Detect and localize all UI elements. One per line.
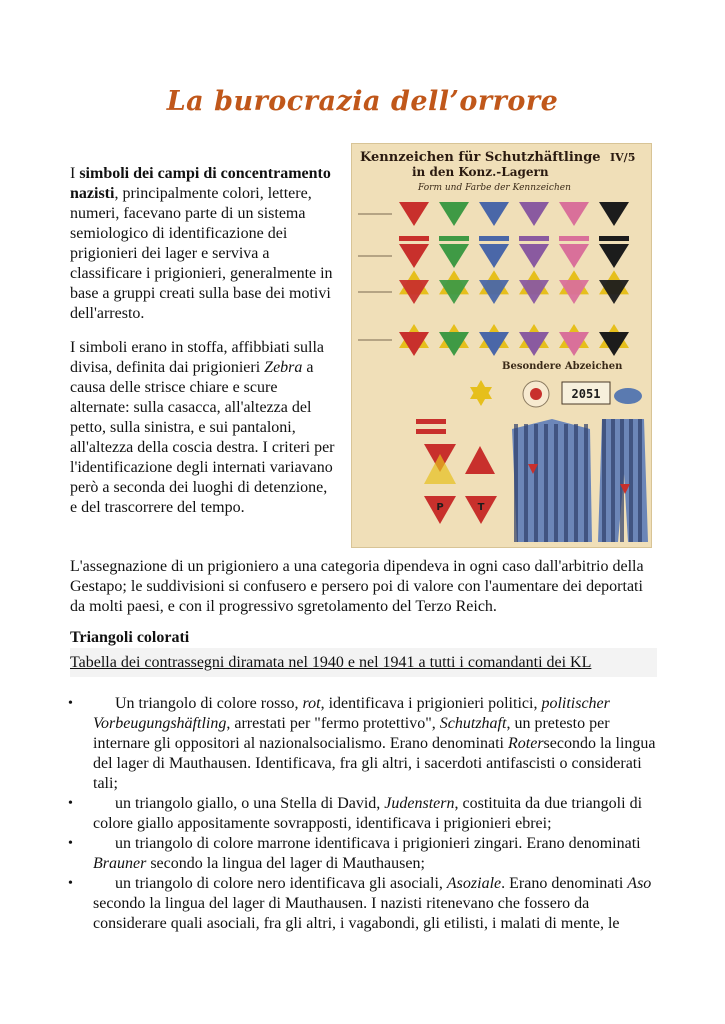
triangle-badge <box>559 202 589 226</box>
triangle-badge <box>479 244 509 268</box>
italic-term: Schutzhaft <box>439 715 507 732</box>
text-span: un triangolo giallo, o una Stella di David, <box>115 795 385 812</box>
bar-mark <box>599 236 629 241</box>
body-paragraph: L'assegnazione di un prigioniero a una categoria dipendeva in ogni caso dall'arbitrio della Gestapo; le suddivisioni si confusero e persero poi di valore con l'aumentare dei deportati da molti paesi, e con il progressivo sgretolamento del Terzo Reich. <box>70 558 644 615</box>
badge-chart-image <box>351 143 652 548</box>
chart-heading-2: in den Konz.-Lagern <box>412 165 549 179</box>
text-span: , identificava i prigionieri politici, <box>320 695 542 712</box>
bullet-dot: • <box>68 876 73 891</box>
text-span: , arrestati per "fermo protettivo", <box>226 715 440 732</box>
armband-badge <box>614 388 642 404</box>
target-badge <box>530 388 542 400</box>
bullet-dot: • <box>68 796 73 811</box>
text-span: Un triangolo di colore rosso, <box>115 695 303 712</box>
list-item <box>70 694 660 794</box>
triangle-badge <box>424 454 456 484</box>
stripe <box>554 424 558 542</box>
triangle-badge <box>599 202 629 226</box>
triangle-badge <box>559 244 589 268</box>
bar-mark <box>399 236 429 241</box>
italic-term: rot <box>302 695 321 712</box>
bullet-dot: • <box>68 696 73 711</box>
intro-paragraph-2 <box>70 338 338 518</box>
triangle-badge <box>399 202 429 226</box>
striped-trousers <box>598 419 648 542</box>
text-span: un triangolo di colore marrone identificava i prigionieri zingari. Erano denominati <box>115 835 641 852</box>
bar-mark <box>416 419 446 424</box>
italic-term: Brauner <box>93 855 147 872</box>
bullet-dot: • <box>68 836 73 851</box>
italic-term: Roter <box>508 735 544 752</box>
bar-mark <box>519 236 549 241</box>
stripe <box>564 424 568 542</box>
stripe <box>584 424 588 542</box>
text-span: , un pretesto per internare gli oppositori al nazionalsocialismo. Erano denominati <box>93 715 610 752</box>
text-span: , principalmente colori, lettere, numeri, facevano parte di un sistema semiologico di identificazione dei prigionieri dei lager e serviva a classificare i prigionieri, generalmente in base a gruppi creati sulla base dei motivi dell'arresto. <box>70 185 333 322</box>
intro-paragraph-1 <box>70 164 338 324</box>
stripe <box>524 424 528 542</box>
table-caption-text: Tabella dei contrassegni diramata nel 1940 e nel 1941 a tutti i comandanti dei KL <box>70 654 592 671</box>
text-span: I <box>70 165 80 182</box>
chart-subheading: Form und Farbe der Kennzeichen <box>418 183 571 193</box>
triangle-badge <box>519 202 549 226</box>
italic-term: Asoziale <box>446 875 502 892</box>
triangle-badge <box>519 244 549 268</box>
italic-term: Zebra <box>264 359 303 376</box>
text-span: I simboli erano in stoffa, affibbiati sulla divisa, definita dai prigionieri <box>70 339 325 376</box>
letter-badge-text: P <box>436 502 444 513</box>
bar-mark <box>559 236 589 241</box>
page-title: La burocrazia dell’orrore <box>166 86 559 117</box>
stripe <box>534 424 538 542</box>
bar-mark <box>439 236 469 241</box>
italic-term: Judenstern <box>384 795 455 812</box>
letter-badge-text: T <box>477 502 485 513</box>
text-span: un triangolo di colore nero identificava gli asociali, <box>115 875 447 892</box>
stripe <box>602 419 606 542</box>
stripe <box>620 419 624 542</box>
triangle-badge <box>439 244 469 268</box>
stripe <box>544 424 548 542</box>
list-item <box>70 874 660 934</box>
chart-heading-1: Kennzeichen für Schutzhäftlinge <box>360 150 601 165</box>
special-badges <box>416 380 648 542</box>
triangle-badge <box>465 446 495 474</box>
bullet-list <box>70 694 660 934</box>
special-badges-label: Besondere Abzeichen <box>502 361 623 372</box>
italic-term: Aso <box>627 875 652 892</box>
intro-column <box>70 164 338 532</box>
badge-chart-drawing <box>352 144 651 547</box>
bold-term: simboli dei campi di concentramento nazisti <box>70 165 331 202</box>
chart-code: IV/5 <box>610 151 636 164</box>
bar-mark <box>416 429 446 434</box>
stripe <box>638 419 642 542</box>
text-span: secondo la lingua del lager di Mauthausen; <box>146 855 425 872</box>
number-badge-text: 2051 <box>571 387 601 401</box>
bar-mark <box>479 236 509 241</box>
list-item <box>70 834 660 874</box>
italic-term: politischer Vorbeugungshäftling <box>93 695 610 732</box>
triangle-badge <box>399 244 429 268</box>
stripe <box>629 419 633 542</box>
stripe <box>514 424 518 542</box>
text-span: , costituita da due triangoli di colore giallo appositamente sovrapposti, identificava i prigionieri ebrei; <box>93 795 643 832</box>
stripe <box>574 424 578 542</box>
triangle-grid <box>358 202 629 356</box>
triangle-badge <box>599 244 629 268</box>
list-item <box>70 794 660 834</box>
triangle-badge <box>479 202 509 226</box>
text-span: . Erano denominati <box>501 875 628 892</box>
text-span: secondo la lingua del lager di Mauthausen. I nazisti ritenevano che fossero da considerare quali asociali, fra gli altri, i vagabondi, gli etilisti, i malati di mente, le <box>93 895 620 932</box>
section-heading: Triangoli colorati <box>70 629 190 646</box>
striped-jacket <box>512 419 592 542</box>
stripe <box>611 419 615 542</box>
text-span: secondo la lingua del lager di Mauthausen. Identificava, fra gli altri, i sacerdoti antifascisti o considerati tali; <box>93 735 656 792</box>
table-caption <box>70 648 657 677</box>
triangle-badge <box>439 202 469 226</box>
text-span: a causa delle strisce chiare e scure alternate: sulla casacca, all'altezza del petto, sulla sinistra, e sui pantaloni, all'altezza della coscia destra. I criteri per l'identificazione degli internati variavano però a seconda dei luoghi di detenzione, e del trascorrere del tempo. <box>70 359 335 516</box>
